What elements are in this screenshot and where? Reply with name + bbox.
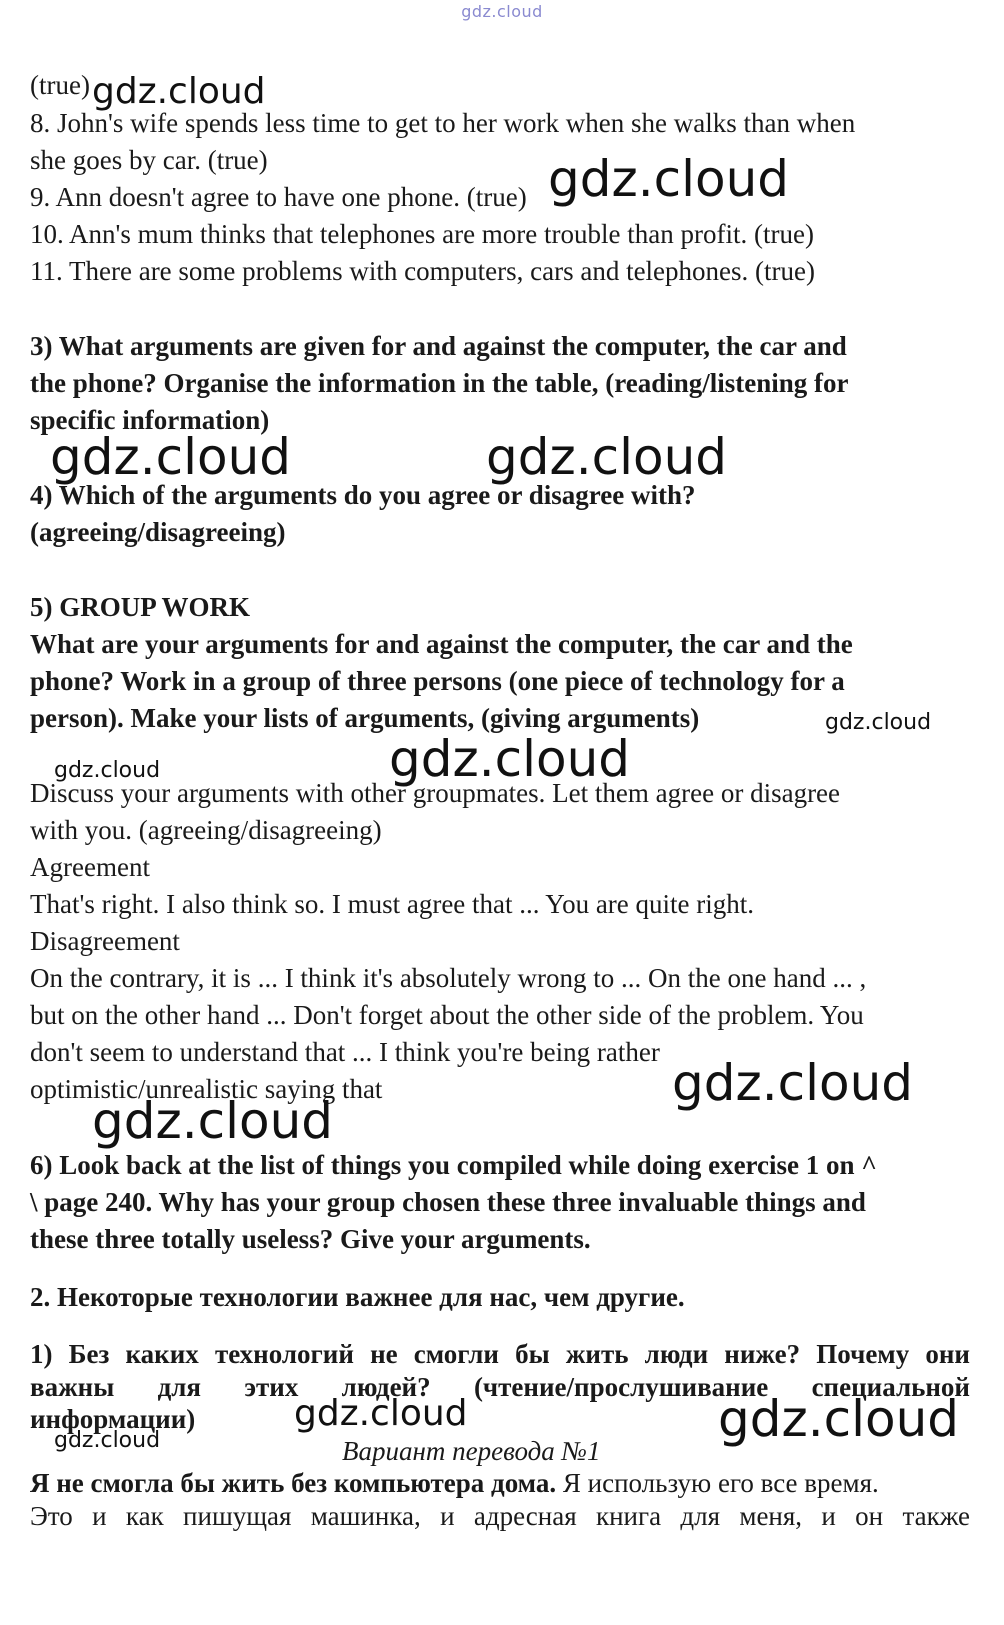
bold-lead: Я не смогла бы жить без компьютера дома. xyxy=(30,1468,557,1498)
text-line: 10. Ann's mum thinks that telephones are more trouble than profit. (true) xyxy=(30,219,814,249)
text-line: Agreement xyxy=(30,852,150,882)
watermark: gdz.cloud xyxy=(718,1390,960,1448)
watermark: gdz.cloud xyxy=(54,758,161,783)
text-line: she goes by car. (true) xyxy=(30,145,268,175)
watermark: gdz.cloud xyxy=(294,1393,468,1434)
watermark: gdz.cloud xyxy=(92,1092,334,1150)
translation-variant-title: Вариант перевода №1 xyxy=(342,1436,601,1466)
task-heading: these three totally useless? Give your arguments. xyxy=(30,1224,591,1254)
task-heading: \ page 240. Why has your group chosen these three invaluable things and xyxy=(30,1187,866,1217)
task-heading: person). Make your lists of arguments, (giving arguments) xyxy=(30,703,700,733)
task-heading: 5) GROUP WORK xyxy=(30,592,251,622)
task-heading: 6) Look back at the list of things you compiled while doing exercise 1 on ^ xyxy=(30,1150,877,1180)
watermark: gdz.cloud xyxy=(486,428,728,486)
watermark: gdz.cloud xyxy=(548,150,790,208)
text-line: 9. Ann doesn't agree to have one phone. (true) xyxy=(30,182,527,212)
text-line: don't seem to understand that ... I think you're being rather xyxy=(30,1037,660,1067)
top-watermark: gdz.cloud xyxy=(461,2,543,21)
text-line: with you. (agreeing/disagreeing) xyxy=(30,815,382,845)
text-line xyxy=(30,1466,879,1500)
text-line: 11. There are some problems with computers, cars and telephones. (true) xyxy=(30,256,815,286)
text-line: Это и как пишущая машинка, и адресная книга для меня, и он также xyxy=(30,1501,970,1531)
task-heading: информации) xyxy=(30,1404,196,1434)
task-heading: 2. Некоторые технологии важнее для нас, чем другие. xyxy=(30,1282,685,1312)
text-line: That's right. I also think so. I must agree that ... You are quite right. xyxy=(30,889,755,919)
watermark: gdz.cloud xyxy=(92,71,266,112)
text-continuation: Я использую его все время. xyxy=(556,1468,879,1498)
text-line: Disagreement xyxy=(30,926,180,956)
task-heading: 4) Which of the arguments do you agree or disagree with? xyxy=(30,480,696,510)
task-heading: (agreeing/disagreeing) xyxy=(30,517,286,547)
watermark: gdz.cloud xyxy=(825,710,932,735)
task-heading: specific information) xyxy=(30,405,270,435)
text-line: but on the other hand ... Don't forget about the other side of the problem. You xyxy=(30,1000,864,1030)
text-line: 8. John's wife spends less time to get to her work when she walks than when xyxy=(30,108,856,138)
task-heading: 3) What arguments are given for and against the computer, the car and xyxy=(30,331,847,361)
watermark: gdz.cloud xyxy=(54,1428,161,1453)
watermark: gdz.cloud xyxy=(389,730,631,788)
text-line: optimistic/unrealistic saying that xyxy=(30,1074,383,1104)
task-heading: важны для этих людей? (чтение/прослушивание специальной xyxy=(30,1372,970,1402)
text-line: Discuss your arguments with other groupmates. Let them agree or disagree xyxy=(30,778,841,808)
task-heading: What are your arguments for and against the computer, the car and the xyxy=(30,629,853,659)
watermark: gdz.cloud xyxy=(50,428,292,486)
watermark: gdz.cloud xyxy=(672,1054,914,1112)
task-heading: phone? Work in a group of three persons (one piece of technology for a xyxy=(30,666,845,696)
task-heading: the phone? Organise the information in the table, (reading/listening for xyxy=(30,368,849,398)
task-heading: 1) Без каких технологий не смогли бы жить люди ниже? Почему они xyxy=(30,1339,970,1369)
text-line: (true) xyxy=(30,70,90,100)
text-line: On the contrary, it is ... I think it's absolutely wrong to ... On the one hand ... , xyxy=(30,963,867,993)
